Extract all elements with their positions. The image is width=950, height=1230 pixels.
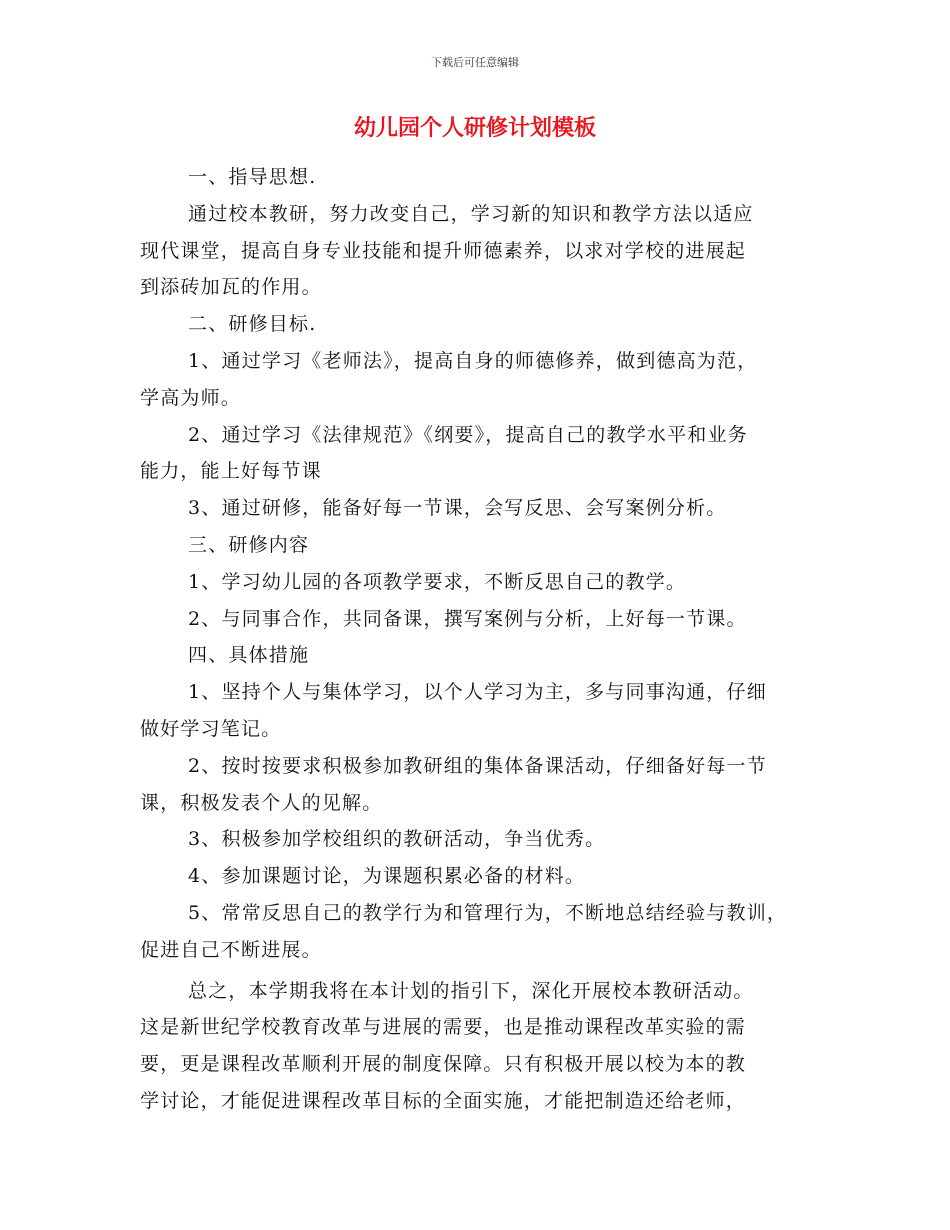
text-line: 一、指导思想. — [188, 166, 317, 188]
text-line: 促进自己不断进展。 — [140, 938, 322, 961]
document-title: 幼儿园个人研修计划模板 — [353, 116, 596, 141]
text-line: 要，更是课程改革顺利开展的制度保障。只有积极开展以校为本的教 — [140, 1053, 747, 1076]
header-note: 下载后可任意编辑 — [431, 56, 519, 69]
text-line: 通过校本教研，努力改变自己，学习新的知识和教学方法以适应 — [188, 202, 754, 225]
text-line: 4、参加课题讨论，为课题积累必备的材料。 — [188, 865, 586, 888]
text-line: 3、积极参加学校组织的教研活动，争当优秀。 — [188, 828, 606, 851]
text-line: 2、与同事合作，共同备课，撰写案例与分析，上好每一节课。 — [188, 607, 747, 630]
text-line: 1、坚持个人与集体学习，以个人学习为主，多与同事沟通，仔细 — [188, 681, 767, 704]
text-line: 1、学习幼儿园的各项教学要求，不断反思自己的教学。 — [188, 570, 687, 593]
text-line: 这是新世纪学校教育改革与进展的需要，也是推动课程改革实验的需 — [140, 1016, 747, 1039]
text-line: 到添砖加瓦的作用。 — [140, 276, 322, 299]
text-line: 2、按时按要求积极参加教研组的集体备课活动，仔细备好每一节 — [188, 754, 767, 777]
text-line: 四、具体措施 — [188, 644, 310, 667]
text-line: 能力，能上好每节课 — [140, 460, 322, 483]
text-line: 3、通过研修，能备好每一节课，会写反思、会写案例分析。 — [188, 497, 727, 520]
document-body — [140, 159, 810, 1120]
text-line: 二、研修目标. — [188, 313, 317, 336]
text-line: 总之，本学期我将在本计划的指引下，深化开展校本教研活动。 — [188, 979, 754, 1002]
text-line: 课，积极发表个人的见解。 — [140, 791, 383, 814]
text-line: 5、常常反思自己的教学行为和管理行为，不断地总结经验与教训， — [188, 901, 788, 924]
text-line: 2、通过学习《法律规范》《纲要》，提高自己的教学水平和业务 — [188, 423, 748, 446]
text-line: 现代课堂，提高自身专业技能和提升师德素养，以求对学校的进展起 — [140, 239, 747, 262]
text-line: 1、通过学习《老师法》，提高自身的师德修养，做到德高为范， — [188, 349, 758, 372]
text-line: 三、研修内容 — [188, 533, 310, 556]
text-line: 学高为师。 — [140, 386, 242, 409]
text-line: 学讨论，才能促进课程改革目标的全面实施，才能把制造还给老师， — [140, 1089, 747, 1112]
text-line: 做好学习笔记。 — [140, 717, 282, 740]
